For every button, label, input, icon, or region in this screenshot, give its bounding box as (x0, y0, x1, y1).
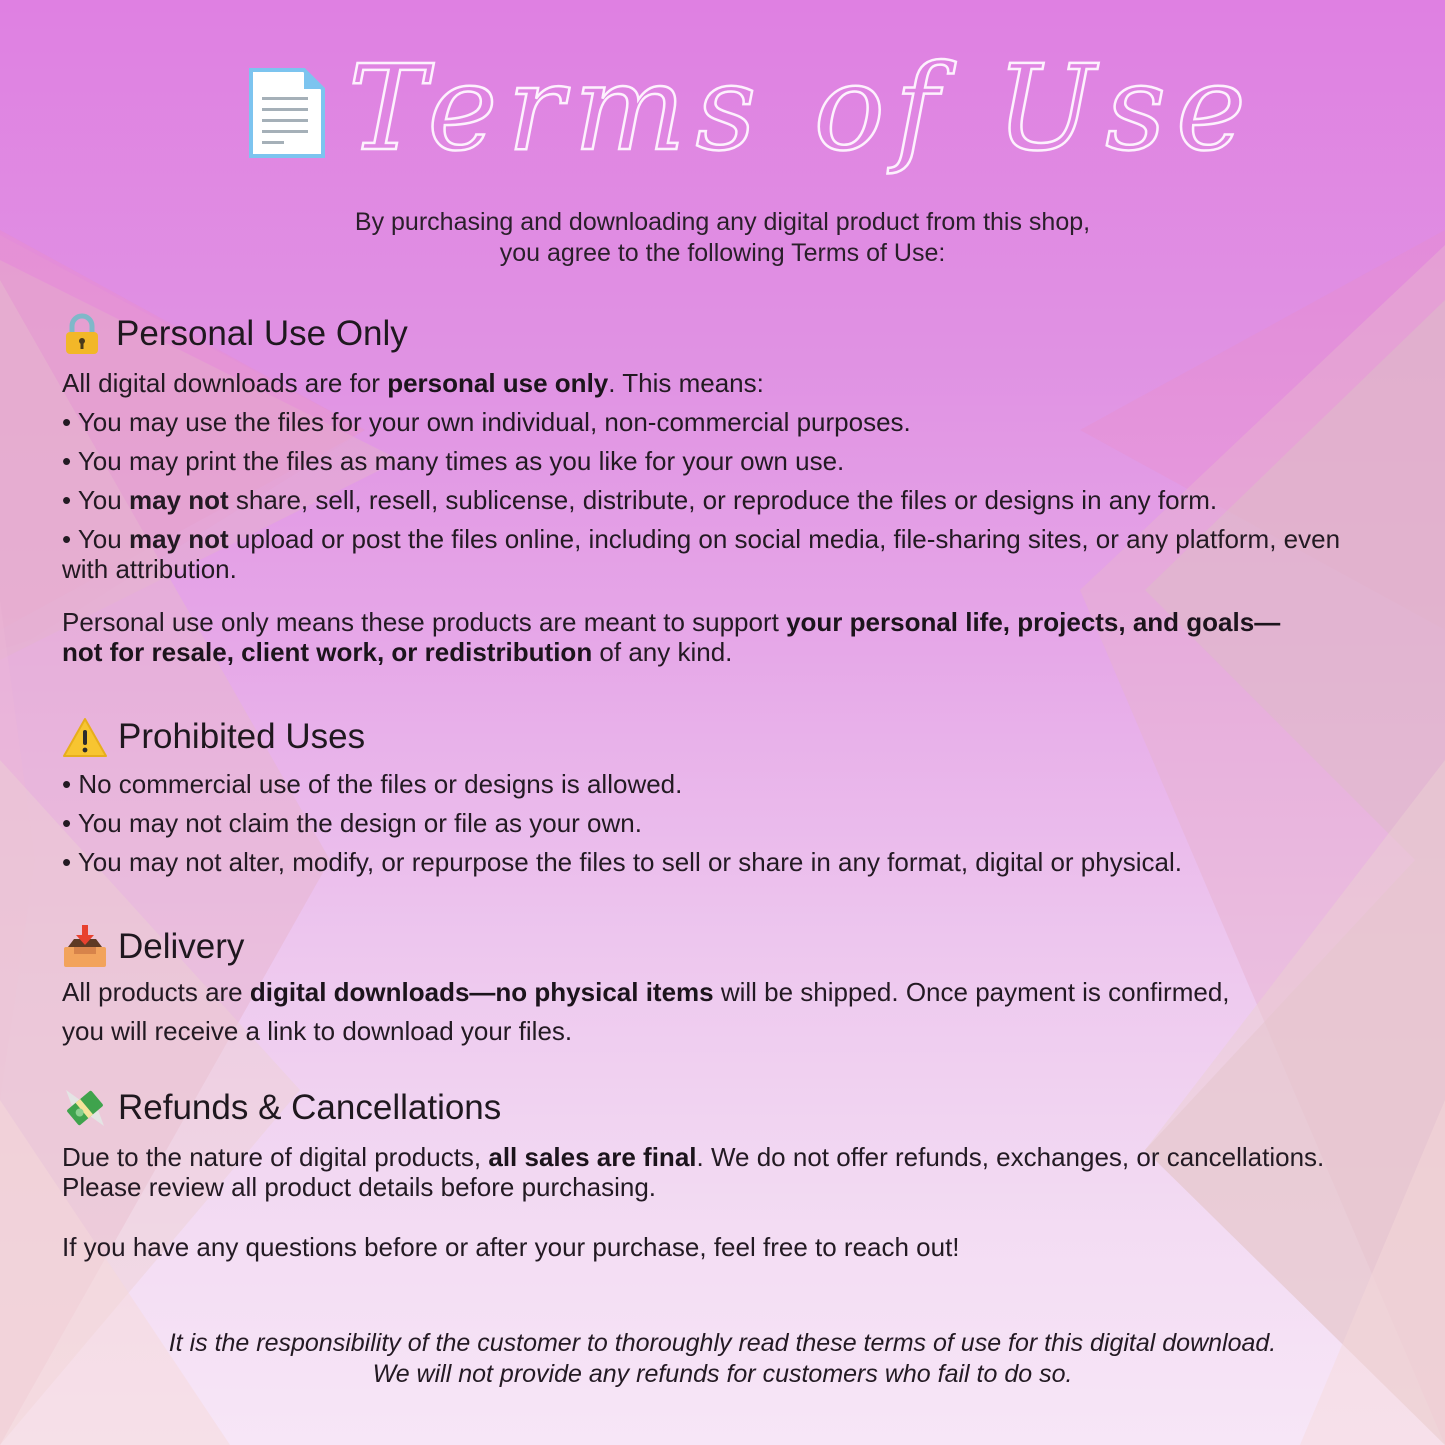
text: upload or post the files online, including on social media, file-sharing sites, or any platform, even with attribution. (62, 524, 1341, 584)
bold-text: may not (128, 485, 229, 515)
bullet-item (62, 407, 1402, 437)
text: • You may use the files for your own individual, non-commercial purposes. (62, 407, 911, 437)
text: will be shipped. Once payment is confirmed, (713, 977, 1230, 1007)
footer-line-1: It is the responsibility of the customer to thoroughly read these terms of use for this digital download. (168, 1329, 1277, 1357)
heading-text: Refunds & Cancellations (118, 1088, 502, 1127)
page-title: Terms of Use (348, 39, 1256, 177)
text: . We do not offer refunds, exchanges, or cancellations. Please review all product details before purchasing. (62, 1142, 1325, 1202)
section-heading (62, 312, 1402, 356)
heading-text: Delivery (118, 927, 245, 966)
text: Due to the nature of digital products, (62, 1142, 489, 1172)
intro-line-2: you agree to the following Terms of Use: (499, 239, 946, 267)
bullet-item (62, 446, 1402, 476)
intro-line-1: By purchasing and downloading any digital product from this shop, (354, 208, 1091, 236)
footer-line-2: We will not provide any refunds for customers who fail to do so. (372, 1360, 1073, 1388)
bold-text: digital downloads—no physical items (249, 977, 714, 1007)
bullet-item: • You may not claim the design or file as your own. (62, 808, 642, 838)
money-with-wings-icon (62, 1088, 108, 1128)
refunds-text (62, 1142, 1332, 1202)
bold-text: may not (128, 524, 229, 554)
heading-text: Personal Use Only (116, 314, 408, 353)
bold-text: all sales are final (488, 1142, 697, 1172)
section-prohibited-uses (62, 715, 1402, 877)
text: • You (62, 524, 129, 554)
intro-text (0, 207, 1445, 269)
text: All digital downloads are for (62, 368, 388, 398)
bullet-item: • You may not alter, modify, or repurpose the files to sell or share in any format, digital or physical. (62, 847, 1182, 877)
warning-icon (62, 717, 108, 757)
lock-icon (62, 314, 102, 354)
personal-use-closing (62, 607, 1282, 667)
bullet-item: • No commercial use of the files or designs is allowed. (62, 769, 683, 799)
bullet-item (62, 524, 1352, 584)
section-heading (62, 925, 1402, 969)
inbox-tray-icon (62, 927, 108, 967)
text: of any kind. (592, 637, 733, 667)
bold-text: your personal life, projects, and goals—not for resale, client work, or redistribution (62, 607, 1281, 667)
section-refunds (62, 1086, 1402, 1262)
contact-text: If you have any questions before or after your purchase, feel free to reach out! (62, 1232, 960, 1262)
text: share, sell, resell, sublicense, distribute, or reproduce the files or designs in any form. (228, 485, 1218, 515)
text: . This means: (608, 368, 764, 398)
heading-text: Prohibited Uses (118, 717, 366, 756)
title-row (248, 38, 1256, 178)
delivery-text-line-2: you will receive a link to download your files. (62, 1016, 573, 1046)
bullet-item (62, 485, 1402, 515)
text: • You (62, 485, 129, 515)
section-heading (62, 1086, 1402, 1130)
text: All products are (62, 977, 250, 1007)
bold-text: personal use only (387, 368, 609, 398)
text: Personal use only means these products are meant to support (62, 607, 787, 637)
document-icon (248, 67, 326, 159)
section-heading (62, 715, 1402, 759)
section-delivery (62, 925, 1402, 1046)
footer-disclaimer (0, 1328, 1445, 1390)
text: • You may print the files as many times as you like for your own use. (62, 446, 845, 476)
delivery-text (62, 977, 1402, 1007)
personal-use-intro (62, 368, 1402, 398)
section-personal-use (62, 312, 1402, 667)
